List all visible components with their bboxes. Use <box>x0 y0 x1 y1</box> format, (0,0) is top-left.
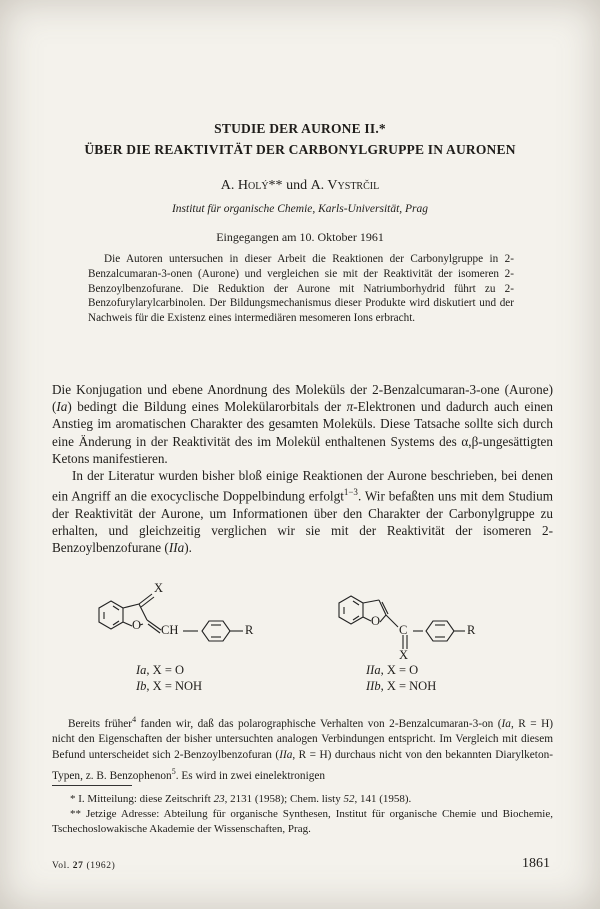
compound-IIa-eq: , X = O <box>380 663 419 677</box>
sp-ref-IIa: IIa <box>279 748 293 761</box>
structure-drawings <box>0 580 600 700</box>
fn1-text-c: , 141 (1958). <box>354 793 412 805</box>
sp-text-d: , R = H) durchaus nicht von den bekannten Diarylketon-Typen, z. B. Benzophenon <box>52 748 553 782</box>
left-ch-label: CH <box>161 623 179 637</box>
compound-IIb-label <box>366 679 436 694</box>
sp-text-e: . Es wird in zwei einelektronigen <box>175 769 326 782</box>
fn1-volume-2: 52 <box>343 793 355 805</box>
p2-text-b: . Wir befaßten uns mit dem Studium der Reaktivität der Aurone, um Informationen über den Charakter der Carbonylgruppe zu erhalten, und gleichzeitig verglichen wir sie mit der Reaktivität der isomeren 2-Benzoylbenzofurane ( <box>52 488 553 556</box>
left-o-label: O <box>132 618 142 632</box>
compound-IIa-name: IIa <box>366 663 381 677</box>
page-number: 1861 <box>522 856 550 871</box>
p1-compound-ref: Ia <box>56 399 68 415</box>
compound-Ib-label <box>136 679 202 694</box>
left-r-label: R <box>245 623 254 637</box>
sp-text-a: Bereits früher <box>68 717 133 730</box>
left-c3-bond <box>123 604 139 608</box>
p1-text-a: Die Konjugation und ebene Anordnung des Moleküls der 2-Benzalcumaran-3-one (Aurone) ( <box>52 382 553 415</box>
p2-citation: 1−3 <box>343 487 358 498</box>
right-o-label: O <box>371 614 381 628</box>
right-c-bond <box>386 615 398 627</box>
footnote-1 <box>52 792 553 807</box>
fn1-volume: 23 <box>213 793 225 805</box>
compound-Ib-eq: , X = NOH <box>146 679 203 693</box>
left-o-bond <box>123 622 132 626</box>
p1-text-c: -Elektronen und dadurch auch einen Anstieg im aromatischen Charakter des gesamten Moleküls. Diese Tatsache sollte sich durch eine Änderung in der Reaktivität des im Molekül enthaltenen Systems des α,β-ungesättigten Ketons manifestieren. <box>52 399 553 466</box>
right-c-label: C <box>399 623 408 637</box>
sp-text-b: fanden wir, daß das polarographische Verhalten von 2-Benzalcumaran-3-on ( <box>136 717 502 730</box>
p2-compound-ref: IIa <box>168 540 185 556</box>
volume-number: 27 <box>72 861 84 871</box>
paragraph-2 <box>52 467 553 556</box>
compound-Ia-eq: , X = O <box>146 663 185 677</box>
footnote-rule <box>52 785 132 786</box>
journal-volume <box>52 861 115 871</box>
authors-and: und <box>286 178 308 193</box>
p1-text-b: ) bedingt die Bildung eines Molekülarorbitals der <box>67 399 347 415</box>
article-title-line2: ÜBER DIE REAKTIVITÄT DER CARBONYLGRUPPE IN AURONEN <box>84 142 516 157</box>
institution: Institut für organische Chemie, Karls-Universität, Prag <box>171 203 429 215</box>
left-phenyl-ring <box>202 621 230 641</box>
article-title-line1: STUDIE DER AURONE II.* <box>214 121 386 136</box>
paragraph-1 <box>52 381 553 467</box>
right-phenyl-ring <box>426 621 454 641</box>
author-1: A. Holý** <box>220 178 283 193</box>
author-2: A. Vystrčil <box>310 178 380 193</box>
p1-pi-symbol: π <box>346 399 354 415</box>
compound-Ia-name: Ia <box>136 663 147 677</box>
received-date: Eingegangen am 10. Oktober 1961 <box>216 230 384 244</box>
abstract: Die Autoren untersuchen in dieser Arbeit die Reaktionen der Carbonylgruppe in 2-Benzalcumaran-3-onen (Aurone) und vergleichen sie mit der Reaktivität der isomeren 2-Benzoylbenzofurane. Die Reduktion der Aurone mit Natriumborhydrid führt zu 2-Benzofurylarylcarbinolen. Der Bildungsmechanismus dieser Produkte wird diskutiert und der Nachweis für die Existenz eines intermediären mesomeren Ions erbracht. <box>88 253 514 325</box>
sp-citation-4: 4 <box>132 715 137 724</box>
compound-Ia-label <box>136 663 184 678</box>
left-co-bond <box>139 594 152 604</box>
p2-text-c: ). <box>184 540 192 556</box>
small-paragraph <box>52 712 553 784</box>
compound-IIb-eq: , X = NOH <box>380 679 437 693</box>
p2-text-a: In der Literatur wurden bisher bloß einige Reaktionen der Aurone beschrieben, bei denen ein Angriff an die exocyclische Doppelbindung erfolgt <box>52 468 553 504</box>
fn1-text-a: * I. Mitteilung: diese Zeitschrift <box>70 793 214 805</box>
volume-prefix: Vol. <box>52 861 73 871</box>
authors <box>0 178 600 194</box>
right-x-label: X <box>399 648 409 662</box>
left-benzene-ring <box>99 601 123 629</box>
volume-year: (1962) <box>83 861 116 871</box>
right-r-label: R <box>467 623 476 637</box>
main-text <box>52 381 553 556</box>
sp-citation-5: 5 <box>171 766 176 776</box>
compound-IIa-label <box>366 663 418 678</box>
chemical-structures <box>0 580 600 700</box>
compound-Ib-name: Ib <box>136 679 147 693</box>
right-benzene-ring <box>339 596 363 624</box>
sp-ref-Ia: Ia <box>501 717 511 730</box>
sp-text-c: , R = H) nicht den Eigenschaften der bisher untersuchten analogen Verbindungen entspricht. Im Vergleich mit diesem Befund unterscheidet sich 2-Benzoylbenzofuran ( <box>52 717 554 761</box>
compound-IIb-name: IIb <box>366 679 381 693</box>
left-x-label: X <box>154 581 164 595</box>
footnote-2: ** Jetzige Adresse: Abteilung für organische Synthesen, Institut für organische Chemie und Biochemie, Tschechoslowakische Akademie der Wissenschaften, Prag. <box>52 808 553 835</box>
fn1-text-b: , 2131 (1958); Chem. listy <box>224 793 344 805</box>
